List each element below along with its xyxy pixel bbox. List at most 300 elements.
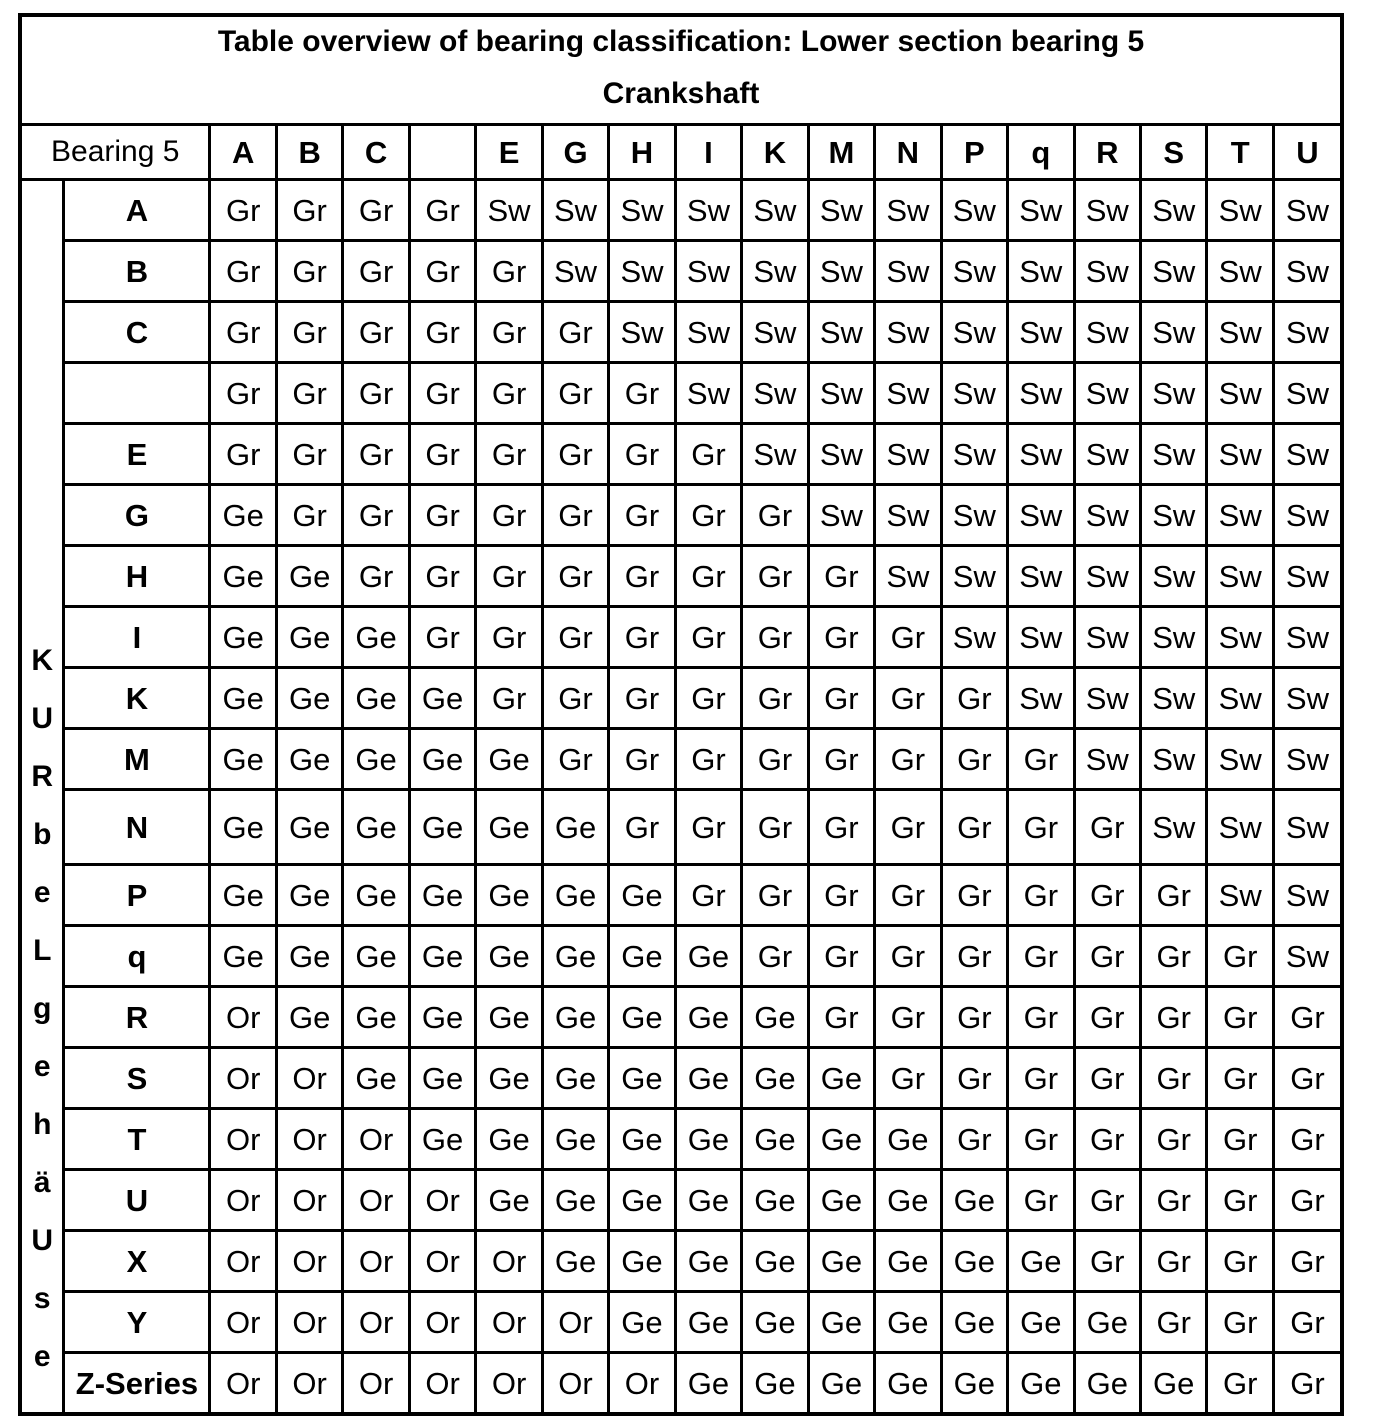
table-cell: Ge xyxy=(210,865,276,926)
table-cell: Sw xyxy=(941,363,1007,424)
table-cell: Gr xyxy=(1207,987,1273,1048)
table-cell: Sw xyxy=(1141,485,1207,546)
table-cell: Ge xyxy=(542,1170,608,1231)
table-cell: Gr xyxy=(343,241,409,302)
table-cell: Gr xyxy=(609,790,675,865)
table-cell: Ge xyxy=(476,1048,542,1109)
table-cell: Sw xyxy=(1074,302,1140,363)
table-cell: Sw xyxy=(1008,607,1074,668)
side-label-letter: h xyxy=(33,1107,52,1141)
table-cell: Sw xyxy=(1008,241,1074,302)
table-cell: Gr xyxy=(343,302,409,363)
table-cell: Sw xyxy=(941,241,1007,302)
table-cell: Sw xyxy=(941,180,1007,241)
table-cell: Or xyxy=(343,1292,409,1353)
table-cell: Gr xyxy=(1074,926,1140,987)
table-cell: Gr xyxy=(343,546,409,607)
table-cell: Gr xyxy=(609,546,675,607)
table-cell: Sw xyxy=(1207,668,1273,729)
table-cell: Or xyxy=(210,1353,276,1414)
table-cell: Gr xyxy=(476,485,542,546)
table-cell: Sw xyxy=(1273,790,1340,865)
table-cell: Ge xyxy=(808,1109,874,1170)
table-cell: Gr xyxy=(742,668,808,729)
table-cell: Gr xyxy=(542,424,608,485)
table-row xyxy=(22,790,1340,865)
table-cell: Gr xyxy=(476,424,542,485)
table-cell: Ge xyxy=(343,926,409,987)
table-cell: Or xyxy=(276,1353,342,1414)
table-cell: Gr xyxy=(742,607,808,668)
table-cell: Sw xyxy=(808,363,874,424)
side-label-letter: L xyxy=(33,933,52,967)
table-cell: Sw xyxy=(808,485,874,546)
table-cell: Gr xyxy=(1207,1353,1273,1414)
table-cell: Gr xyxy=(343,363,409,424)
table-cell: Ge xyxy=(409,987,475,1048)
table-cell: Gr xyxy=(1207,1292,1273,1353)
table-cell: Or xyxy=(343,1170,409,1231)
column-header: T xyxy=(1207,125,1273,180)
table-cell: Or xyxy=(609,1353,675,1414)
table-cell: Ge xyxy=(476,865,542,926)
table-row xyxy=(22,865,1340,926)
table-cell: Sw xyxy=(1273,865,1340,926)
table-cell: Gr xyxy=(1273,1353,1340,1414)
table-cell: Sw xyxy=(1207,363,1273,424)
row-header: U xyxy=(64,1170,210,1231)
table-cell: Sw xyxy=(1141,546,1207,607)
table-cell: Sw xyxy=(1273,729,1340,790)
table-cell: Gr xyxy=(941,987,1007,1048)
table-cell: Ge xyxy=(1008,1231,1074,1292)
table-cell: Ge xyxy=(808,1048,874,1109)
table-cell: Or xyxy=(542,1353,608,1414)
column-header-row xyxy=(22,125,1340,180)
table-cell: Gr xyxy=(542,363,608,424)
side-label-letter: R xyxy=(31,759,54,793)
table-cell: Sw xyxy=(1008,485,1074,546)
column-header: M xyxy=(808,125,874,180)
table-cell: Ge xyxy=(476,1170,542,1231)
table-cell: Gr xyxy=(210,180,276,241)
table-cell: Sw xyxy=(808,302,874,363)
table-cell: Sw xyxy=(1141,790,1207,865)
table-cell: Sw xyxy=(742,363,808,424)
column-header: P xyxy=(941,125,1007,180)
side-label-letter: e xyxy=(33,1049,51,1083)
table-cell: Or xyxy=(343,1353,409,1414)
table-cell: Ge xyxy=(276,926,342,987)
table-cell: Gr xyxy=(409,180,475,241)
table-cell: Gr xyxy=(1008,926,1074,987)
table-cell: Ge xyxy=(542,987,608,1048)
table-cell: Gr xyxy=(409,241,475,302)
table-cell: Gr xyxy=(1141,1048,1207,1109)
table-cell: Gr xyxy=(210,241,276,302)
table-cell: Or xyxy=(409,1231,475,1292)
table-cell: Sw xyxy=(742,424,808,485)
table-cell: Ge xyxy=(808,1170,874,1231)
table-cell: Ge xyxy=(409,668,475,729)
table-cell: Sw xyxy=(1141,363,1207,424)
table-cell: Ge xyxy=(675,1170,741,1231)
table-cell: Gr xyxy=(808,668,874,729)
table-cell: Ge xyxy=(1074,1292,1140,1353)
table-cell: Gr xyxy=(343,485,409,546)
table-cell: Ge xyxy=(276,790,342,865)
table-cell: Gr xyxy=(476,302,542,363)
table-cell: Gr xyxy=(1273,1231,1340,1292)
table-cell: Gr xyxy=(941,865,1007,926)
table-cell: Ge xyxy=(941,1353,1007,1414)
table-cell: Gr xyxy=(1008,1109,1074,1170)
row-header: H xyxy=(64,546,210,607)
table-cell: Gr xyxy=(276,485,342,546)
table-row xyxy=(22,729,1340,790)
table-cell: Gr xyxy=(1273,987,1340,1048)
table-row xyxy=(22,607,1340,668)
table-cell: Sw xyxy=(875,485,941,546)
table-cell: Gr xyxy=(808,607,874,668)
table-cell: Sw xyxy=(609,241,675,302)
table-cell: Sw xyxy=(1273,180,1340,241)
table-cell: Sw xyxy=(941,485,1007,546)
table-cell: Gr xyxy=(1207,1109,1273,1170)
row-header: S xyxy=(64,1048,210,1109)
table-cell: Or xyxy=(476,1231,542,1292)
column-header: S xyxy=(1141,125,1207,180)
table-row xyxy=(22,546,1340,607)
table-cell: Ge xyxy=(409,1109,475,1170)
table-cell: Sw xyxy=(1008,363,1074,424)
table-cell: Sw xyxy=(742,180,808,241)
table-cell: Gr xyxy=(476,241,542,302)
table-cell: Ge xyxy=(542,926,608,987)
table-cell: Or xyxy=(476,1353,542,1414)
column-header: R xyxy=(1074,125,1140,180)
table-cell: Sw xyxy=(1273,363,1340,424)
row-header: R xyxy=(64,987,210,1048)
table-cell: Sw xyxy=(542,241,608,302)
table-cell: Ge xyxy=(675,926,741,987)
table-cell: Gr xyxy=(542,302,608,363)
table-cell: Gr xyxy=(875,926,941,987)
table-cell: Gr xyxy=(1074,1048,1140,1109)
table-cell: Gr xyxy=(675,485,741,546)
table-cell: Gr xyxy=(941,729,1007,790)
table-cell: Sw xyxy=(1273,241,1340,302)
table-row xyxy=(22,987,1340,1048)
table-cell: Gr xyxy=(1273,1170,1340,1231)
column-header: N xyxy=(875,125,941,180)
table-cell: Sw xyxy=(476,180,542,241)
table-cell: Ge xyxy=(542,1048,608,1109)
table-cell: Gr xyxy=(476,546,542,607)
table-cell: Ge xyxy=(276,607,342,668)
side-label-letter: g xyxy=(33,991,52,1025)
table-cell: Gr xyxy=(875,1048,941,1109)
table-cell: Ge xyxy=(875,1231,941,1292)
table-cell: Gr xyxy=(875,790,941,865)
table-cell: Gr xyxy=(1207,1170,1273,1231)
table-cell: Gr xyxy=(409,485,475,546)
table-cell: Sw xyxy=(1273,926,1340,987)
table-cell: Sw xyxy=(808,424,874,485)
table-cell: Ge xyxy=(808,1292,874,1353)
table-cell: Ge xyxy=(875,1353,941,1414)
table-cell: Ge xyxy=(609,1048,675,1109)
table-cell: Sw xyxy=(1074,668,1140,729)
table-cell: Ge xyxy=(941,1292,1007,1353)
table-cell: Sw xyxy=(808,241,874,302)
table-cell: Gr xyxy=(675,790,741,865)
table-cell: Or xyxy=(343,1231,409,1292)
table-cell: Gr xyxy=(675,546,741,607)
table-cell: Ge xyxy=(675,1109,741,1170)
table-cell: Gr xyxy=(542,546,608,607)
table-row xyxy=(22,668,1340,729)
table-row xyxy=(22,424,1340,485)
table-cell: Sw xyxy=(1207,729,1273,790)
table-cell: Ge xyxy=(675,1353,741,1414)
table-cell: Ge xyxy=(1008,1292,1074,1353)
column-header: q xyxy=(1008,125,1074,180)
table-cell: Gr xyxy=(675,865,741,926)
table-cell: Sw xyxy=(675,302,741,363)
table-cell: Sw xyxy=(1141,668,1207,729)
table-row xyxy=(22,363,1340,424)
table-cell: Or xyxy=(409,1353,475,1414)
table-cell: Or xyxy=(210,987,276,1048)
side-label-letter: s xyxy=(33,1281,51,1315)
table-cell: Sw xyxy=(1141,424,1207,485)
table-cell: Gr xyxy=(1141,1292,1207,1353)
table-cell: Gr xyxy=(941,790,1007,865)
column-header: E xyxy=(476,125,542,180)
table-cell: Ge xyxy=(742,987,808,1048)
table-cell: Gr xyxy=(875,865,941,926)
table-cell: Sw xyxy=(1008,668,1074,729)
table-cell: Sw xyxy=(1074,607,1140,668)
table-cell: Gr xyxy=(542,607,608,668)
table-cell: Ge xyxy=(409,729,475,790)
table-cell: Ge xyxy=(343,987,409,1048)
table-cell: Ge xyxy=(343,865,409,926)
table-cell: Gr xyxy=(210,363,276,424)
table-cell: Gr xyxy=(409,607,475,668)
table-cell: Gr xyxy=(276,424,342,485)
table-cell: Sw xyxy=(675,180,741,241)
table-cell: Gr xyxy=(476,363,542,424)
table-cell: Gr xyxy=(1141,1109,1207,1170)
table-cell: Gr xyxy=(1273,1292,1340,1353)
table-cell: Gr xyxy=(609,668,675,729)
table-row xyxy=(22,926,1340,987)
table-cell: Sw xyxy=(875,241,941,302)
table-cell: Sw xyxy=(1141,607,1207,668)
side-label-letter: ä xyxy=(33,1165,51,1199)
table-cell: Ge xyxy=(542,865,608,926)
table-cell: Ge xyxy=(476,729,542,790)
table-cell: Gr xyxy=(1207,926,1273,987)
table-cell: Gr xyxy=(1141,865,1207,926)
table-cell: Sw xyxy=(675,241,741,302)
table-cell: Gr xyxy=(409,424,475,485)
table-cell: Ge xyxy=(409,926,475,987)
table-cell: Ge xyxy=(742,1353,808,1414)
table-row xyxy=(22,1170,1340,1231)
table-cell: Gr xyxy=(1074,1170,1140,1231)
table-cell: Sw xyxy=(1207,241,1273,302)
table-cell: Gr xyxy=(808,729,874,790)
table-cell: Sw xyxy=(609,302,675,363)
row-header xyxy=(64,363,210,424)
side-label-letter: e xyxy=(33,875,51,909)
table-cell: Sw xyxy=(1074,729,1140,790)
table-cell: Sw xyxy=(675,363,741,424)
table-cell: Gr xyxy=(941,1109,1007,1170)
column-header: H xyxy=(609,125,675,180)
row-header: M xyxy=(64,729,210,790)
table-cell: Gr xyxy=(675,607,741,668)
table-cell: Gr xyxy=(742,729,808,790)
table-cell: Sw xyxy=(1273,424,1340,485)
table-cell: Or xyxy=(276,1292,342,1353)
row-header: X xyxy=(64,1231,210,1292)
table-row xyxy=(22,1231,1340,1292)
table-cell: Ge xyxy=(343,1048,409,1109)
table-cell: Gr xyxy=(742,790,808,865)
table-cell: Ge xyxy=(210,790,276,865)
table-cell: Sw xyxy=(941,424,1007,485)
table-cell: Ge xyxy=(542,1231,608,1292)
table-cell: Ge xyxy=(675,1048,741,1109)
bearing-classification-table xyxy=(22,17,1340,1414)
table-cell: Gr xyxy=(1074,790,1140,865)
row-header: A xyxy=(64,180,210,241)
table-cell: Gr xyxy=(609,607,675,668)
table-cell: Ge xyxy=(343,607,409,668)
table-cell: Ge xyxy=(742,1109,808,1170)
table-cell: Gr xyxy=(1074,1231,1140,1292)
table-cell: Ge xyxy=(409,1048,475,1109)
table-cell: Gr xyxy=(476,668,542,729)
table-cell: Gr xyxy=(808,546,874,607)
table-cell: Or xyxy=(210,1231,276,1292)
table-cell: Ge xyxy=(875,1170,941,1231)
table-cell: Ge xyxy=(1074,1353,1140,1414)
table-cell: Gr xyxy=(675,668,741,729)
table-cell: Or xyxy=(409,1170,475,1231)
table-cell: Ge xyxy=(609,1109,675,1170)
table-cell: Sw xyxy=(1074,180,1140,241)
table-cell: Ge xyxy=(675,1231,741,1292)
table-cell: Or xyxy=(409,1292,475,1353)
table-row xyxy=(22,1048,1340,1109)
table-cell: Ge xyxy=(941,1231,1007,1292)
table-cell: Gr xyxy=(1008,729,1074,790)
table-cell: Or xyxy=(276,1048,342,1109)
table-title-text: Table overview of bearing classification: Lower section bearing 5 xyxy=(217,25,1145,58)
table-cell: Sw xyxy=(1074,363,1140,424)
table-cell: Gr xyxy=(675,424,741,485)
table-cell: Ge xyxy=(210,546,276,607)
table-cell: Ge xyxy=(609,1231,675,1292)
table-cell: Ge xyxy=(808,1231,874,1292)
row-header: K xyxy=(64,668,210,729)
table-cell: Gr xyxy=(1008,987,1074,1048)
table-cell: Gr xyxy=(276,241,342,302)
table-cell: Ge xyxy=(343,729,409,790)
table-cell: Gr xyxy=(1141,926,1207,987)
table-cell: Ge xyxy=(210,607,276,668)
row-header: P xyxy=(64,865,210,926)
table-cell: Ge xyxy=(742,1048,808,1109)
column-header: U xyxy=(1273,125,1340,180)
table-cell: Ge xyxy=(276,668,342,729)
table-cell: Ge xyxy=(1141,1353,1207,1414)
table-cell: Sw xyxy=(1074,485,1140,546)
table-cell: Gr xyxy=(276,180,342,241)
column-header: B xyxy=(276,125,342,180)
table-cell: Ge xyxy=(276,987,342,1048)
table-cell: Gr xyxy=(210,424,276,485)
table-cell: Ge xyxy=(343,790,409,865)
table-row xyxy=(22,1353,1340,1414)
table-cell: Gr xyxy=(1273,1109,1340,1170)
table-cell: Gr xyxy=(1141,1231,1207,1292)
table-cell: Ge xyxy=(675,1292,741,1353)
table-cell: Ge xyxy=(409,865,475,926)
column-header: K xyxy=(742,125,808,180)
table-cell: Sw xyxy=(1008,424,1074,485)
table-cell: Sw xyxy=(1207,790,1273,865)
table-cell: Gr xyxy=(1074,987,1140,1048)
row-header: T xyxy=(64,1109,210,1170)
row-header: N xyxy=(64,790,210,865)
table-cell: Sw xyxy=(875,302,941,363)
table-cell: Gr xyxy=(1141,1170,1207,1231)
table-cell: Gr xyxy=(1074,865,1140,926)
table-cell: Gr xyxy=(875,607,941,668)
table-cell: Gr xyxy=(1008,1170,1074,1231)
table-cell: Sw xyxy=(1207,546,1273,607)
table-cell: Gr xyxy=(609,729,675,790)
table-cell: Gr xyxy=(1074,1109,1140,1170)
corner-label: Bearing 5 xyxy=(22,125,210,180)
table-cell: Ge xyxy=(675,987,741,1048)
table-cell: Ge xyxy=(542,790,608,865)
column-header: G xyxy=(542,125,608,180)
side-label-letter: K xyxy=(31,643,54,677)
table-cell: Sw xyxy=(1207,302,1273,363)
table-cell: Ge xyxy=(476,987,542,1048)
table-cell: Gr xyxy=(941,1048,1007,1109)
table-cell: Sw xyxy=(1141,729,1207,790)
table-cell: Ge xyxy=(542,1109,608,1170)
table-cell: Sw xyxy=(875,424,941,485)
table-cell: Or xyxy=(542,1292,608,1353)
table-cell: Sw xyxy=(875,363,941,424)
table-cell: Gr xyxy=(1273,1048,1340,1109)
table-cell: Or xyxy=(276,1109,342,1170)
table-cell: Or xyxy=(210,1109,276,1170)
table-cell: Sw xyxy=(941,546,1007,607)
table-cell: Gr xyxy=(276,302,342,363)
table-cell: Sw xyxy=(1207,607,1273,668)
table-cell: Or xyxy=(276,1231,342,1292)
